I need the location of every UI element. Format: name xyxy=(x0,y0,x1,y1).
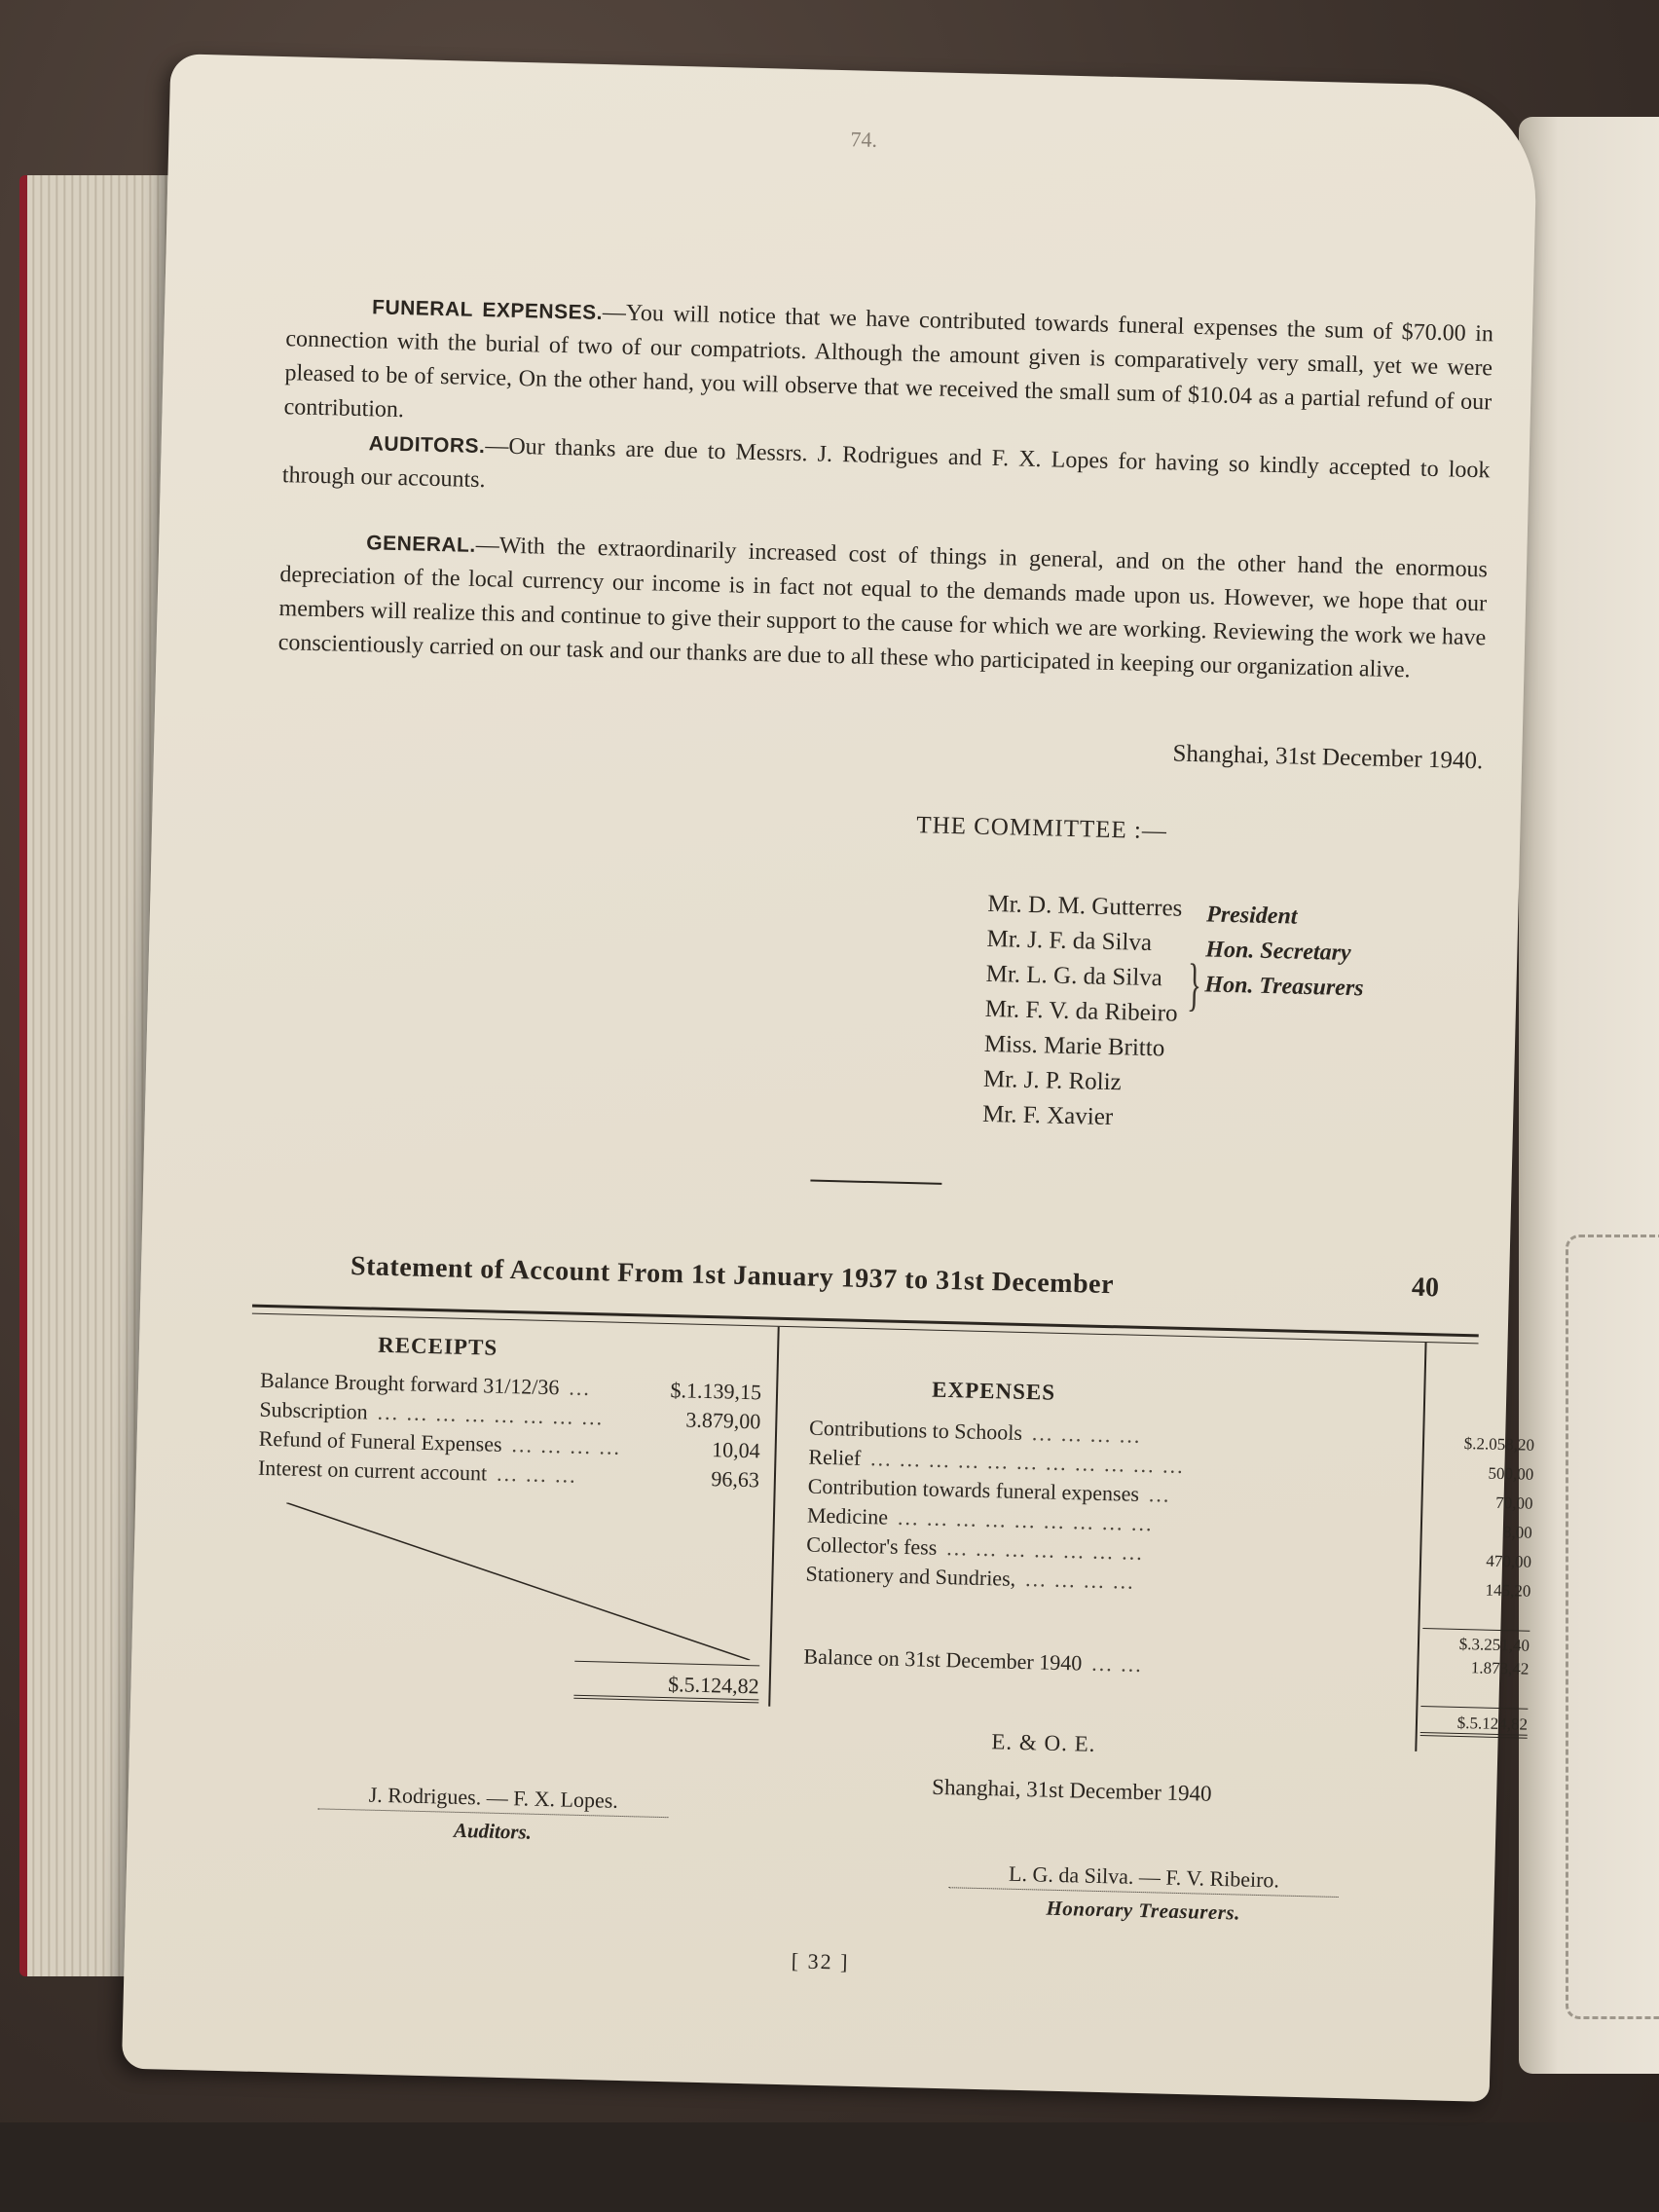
row-amount: 3.879,00 xyxy=(685,1407,761,1434)
row-label: Medicine xyxy=(806,1502,889,1530)
committee-member: Mr. J. P. Roliz xyxy=(982,1065,1123,1096)
row-amount: 500,00 xyxy=(1488,1463,1534,1484)
committee-roles xyxy=(1204,897,1366,1006)
committee-role: Hon. Secretary xyxy=(1205,937,1351,967)
paragraph-heading: GENERAL. xyxy=(365,532,477,557)
expenses-amounts xyxy=(1423,1428,1534,1606)
treasurers-title: Honorary Treasurers. xyxy=(1046,1896,1241,1925)
statement-date: Shanghai, 31st December 1940 xyxy=(931,1774,1212,1806)
row-leader: ... ... ... ... xyxy=(1031,1420,1142,1448)
page-mark: 74. xyxy=(850,127,878,152)
cancel-line xyxy=(283,1502,755,1660)
row-leader: ... ... ... ... xyxy=(511,1432,622,1459)
auditors-title: Auditors. xyxy=(453,1818,533,1844)
expenses-table xyxy=(805,1414,1413,1604)
committee-member: Mr. F. V. da Ribeiro xyxy=(984,995,1178,1027)
column-divider xyxy=(768,1327,780,1707)
auditors-signatures: J. Rodrigues. — F. X. Lopes. xyxy=(317,1781,669,1818)
row-label: Collector's fess xyxy=(805,1531,938,1560)
treasurers-signatures: L. G. da Silva. — F. V. Ribeiro. xyxy=(949,1860,1340,1898)
facing-page-border xyxy=(1566,1235,1659,2019)
row-leader: ... xyxy=(1148,1482,1171,1507)
row-label: Balance on 31st December 1940 xyxy=(803,1643,1083,1676)
row-label: Balance Brought forward 31/12/36 xyxy=(259,1367,560,1400)
receipts-total: $.5.124,82 xyxy=(573,1661,759,1704)
row-amount: 8,00 xyxy=(1502,1523,1533,1542)
statement-title-text: Statement of Account From 1st January 1937 to 31st December xyxy=(350,1251,1115,1301)
brace-mark: } xyxy=(1186,951,1202,1017)
table-row xyxy=(803,1642,1418,1686)
page-content xyxy=(257,115,1535,1974)
row-amount: $.1.139,15 xyxy=(670,1378,762,1405)
row-amount: $.2.058,20 xyxy=(1463,1434,1535,1455)
committee-member: Mr. D. M. Gutterres xyxy=(987,890,1183,922)
committee-member: Mr. F. Xavier xyxy=(981,1100,1114,1131)
desk-edge xyxy=(0,2122,1659,2212)
place-date: Shanghai, 31st December 1940. xyxy=(1172,740,1484,775)
page-number: [ 32 ] xyxy=(791,1948,850,1974)
paragraph-heading: FUNERAL EXPENSES. xyxy=(371,296,604,325)
row-label: Relief xyxy=(808,1444,862,1470)
expenses-heading: EXPENSES xyxy=(931,1377,1056,1405)
committee-member: Mr. L. G. da Silva xyxy=(985,960,1163,992)
committee-members xyxy=(982,887,1183,1137)
balance-row xyxy=(803,1642,1418,1686)
row-leader: ... ... ... ... xyxy=(1024,1567,1135,1594)
balance-amount: 1.873,42 xyxy=(1470,1658,1530,1678)
committee-member: Miss. Marie Britto xyxy=(983,1030,1165,1062)
row-amount: 10,04 xyxy=(711,1437,760,1463)
row-label: Interest on current account xyxy=(257,1455,488,1486)
row-leader: ... ... ... ... ... ... ... ... xyxy=(377,1399,605,1430)
statement-year-suffix: 40 xyxy=(1411,1272,1440,1304)
expenses-total: $.5.124,82 xyxy=(1420,1706,1529,1739)
row-amount: 70,00 xyxy=(1495,1493,1533,1513)
section-divider xyxy=(810,1180,941,1185)
row-amount: 96,63 xyxy=(711,1466,760,1493)
committee-heading: THE COMMITTEE :— xyxy=(916,812,1168,845)
row-label: Contribution towards funeral expenses xyxy=(807,1473,1140,1506)
paragraph-text: —With the extraordinarily increased cost of things in general, and on the other hand the enormous depreciation of the local currency our income is in fact not equal to the demands made upon us. However, we hope that our members will realize this and continue to give their support to the cause for which we are working. Reviewing the work we have conscientiously carried on our task and our thanks are due to all these who participated in keeping our organization alive. xyxy=(277,532,1489,683)
statement-title xyxy=(350,1251,1115,1301)
book-page xyxy=(122,54,1538,2102)
row-label: Refund of Funeral Expenses xyxy=(258,1425,502,1456)
row-amount: 145,20 xyxy=(1485,1580,1531,1601)
committee-member: Mr. J. F. da Silva xyxy=(986,925,1153,957)
committee-role: President xyxy=(1205,902,1298,930)
paragraph-text: —Our thanks are due to Messrs. J. Rodrigues and F. X. Lopes for having so kindly accepted to look through our accounts. xyxy=(281,433,1491,494)
row-leader: ... ... xyxy=(1090,1650,1144,1677)
receipts-heading: RECEIPTS xyxy=(377,1332,498,1360)
row-leader: ... ... ... xyxy=(496,1460,577,1488)
row-leader: ... ... ... ... ... ... ... xyxy=(946,1535,1145,1566)
receipts-table xyxy=(258,1366,762,1495)
row-leader: ... xyxy=(569,1375,592,1401)
paragraph-text: —You will notice that we have contributed towards funeral expenses the sum of $70.00 in connection with the burial of two of our compatriots. Although the amount given is comparatively very small, yet we were pleased to be of service, On the other hand, you will observe that we received the small sum of $10.04 as a partial refund of our contribution. xyxy=(283,300,1494,424)
paragraph-heading: AUDITORS. xyxy=(368,432,486,459)
committee-role: Hon. Treasurers xyxy=(1204,972,1364,1002)
row-label: Subscription xyxy=(259,1396,369,1424)
row-label: Stationery and Sundries, xyxy=(805,1561,1016,1591)
row-leader: ... ... ... ... ... ... ... ... ... xyxy=(897,1504,1154,1536)
errors-omissions-note: E. & O. E. xyxy=(991,1729,1096,1756)
expenses-subtotal: $.3.251,40 xyxy=(1422,1628,1530,1661)
general-paragraph xyxy=(277,524,1488,689)
row-label: Contributions to Schools xyxy=(808,1415,1023,1445)
row-leader: ... ... ... ... ... ... ... ... ... ... ... xyxy=(869,1446,1185,1479)
row-amount: 470,00 xyxy=(1486,1551,1532,1571)
